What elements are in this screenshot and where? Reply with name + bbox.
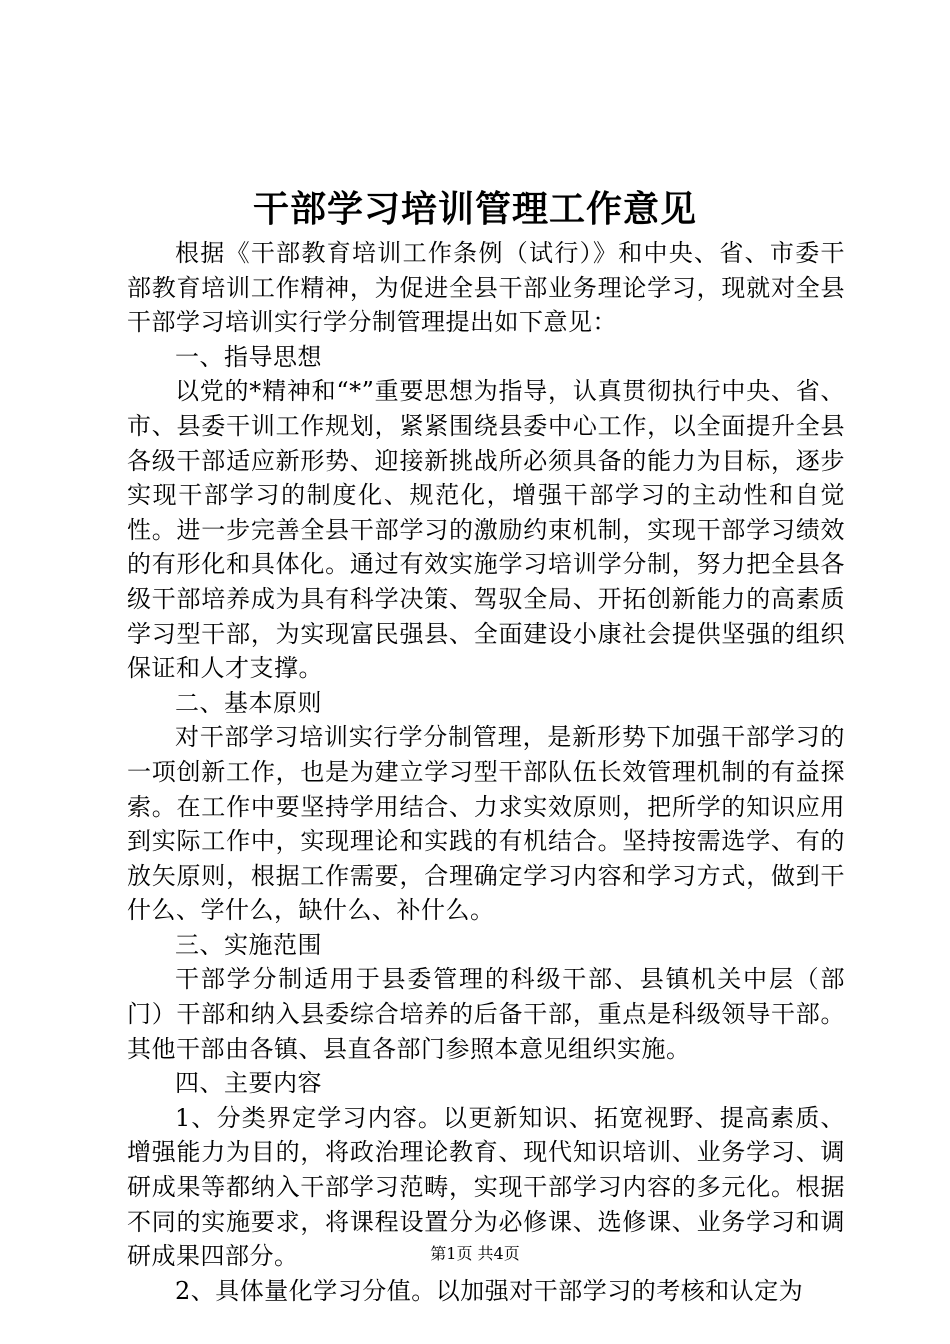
section-heading-main-content: 四、主要内容: [175, 1069, 322, 1098]
section-paragraph-basic-principles: 对干部学习培训实行学分制管理，是新形势下加强干部学习的一项创新工作，也是为建立学习型干部队伍长效管理机制的有益探索。在工作中要坚持学用结合、力求实效原则，把所学的知识应用到实际工作中，实现理论和实践的有机结合。坚持按需选学、有的放矢原则，根据工作需要，合理确定学习内容和学习方式，做到干什么、学什么，缺什么、补什么。: [127, 723, 845, 925]
section-paragraph-scope: 干部学分制适用于县委管理的科级干部、县镇机关中层（部门）干部和纳入县委综合培养的后备干部，重点是科级领导干部。其他干部由各镇、县直各部门参照本意见组织实施。: [127, 965, 845, 1063]
document-body: [127, 236, 845, 1308]
section-paragraph-item-2: 2、具体量化学习分值。以加强对干部学习的考核和认定为: [175, 1276, 804, 1305]
intro-paragraph: 根据《干部教育培训工作条例（试行）》和中央、省、市委干部教育培训工作精神，为促进全县干部业务理论学习，现就对全县干部学习培训实行学分制管理提出如下意见：: [127, 239, 845, 337]
page-title: 干部学习培训管理工作意见: [252, 188, 697, 230]
page-number-footer: 第1页 共4页: [430, 1244, 520, 1263]
section-heading-guiding-ideology: 一、指导思想: [175, 342, 322, 371]
section-heading-basic-principles: 二、基本原则: [175, 688, 322, 717]
section-heading-scope: 三、实施范围: [175, 930, 322, 959]
section-paragraph-guiding-ideology: 以党的*精神和“*”重要思想为指导，认真贯彻执行中央、省、市、县委干训工作规划，紧紧围绕县委中心工作，以全面提升全县各级干部适应新形势、迎接新挑战所必须具备的能力为目标，逐步实现干部学习的制度化、规范化，增强干部学习的主动性和自觉性。进一步完善全县干部学习的激励约束机制，实现干部学习绩效的有形化和具体化。通过有效实施学习培训学分制，努力把全县各级干部培养成为具有科学决策、驾驭全局、开拓创新能力的高素质学习型干部，为实现富民强县、全面建设小康社会提供坚强的组织保证和人才支撑。: [127, 377, 845, 683]
section-paragraph-item-1: 1、分类界定学习内容。以更新知识、拓宽视野、提高素质、增强能力为目的，将政治理论教育、现代知识培训、业务学习、调研成果等都纳入干部学习范畴，实现干部学习内容的多元化。根据不同的实施要求，将课程设置分为必修课、选修课、业务学习和调研成果四部分。: [127, 1103, 845, 1271]
